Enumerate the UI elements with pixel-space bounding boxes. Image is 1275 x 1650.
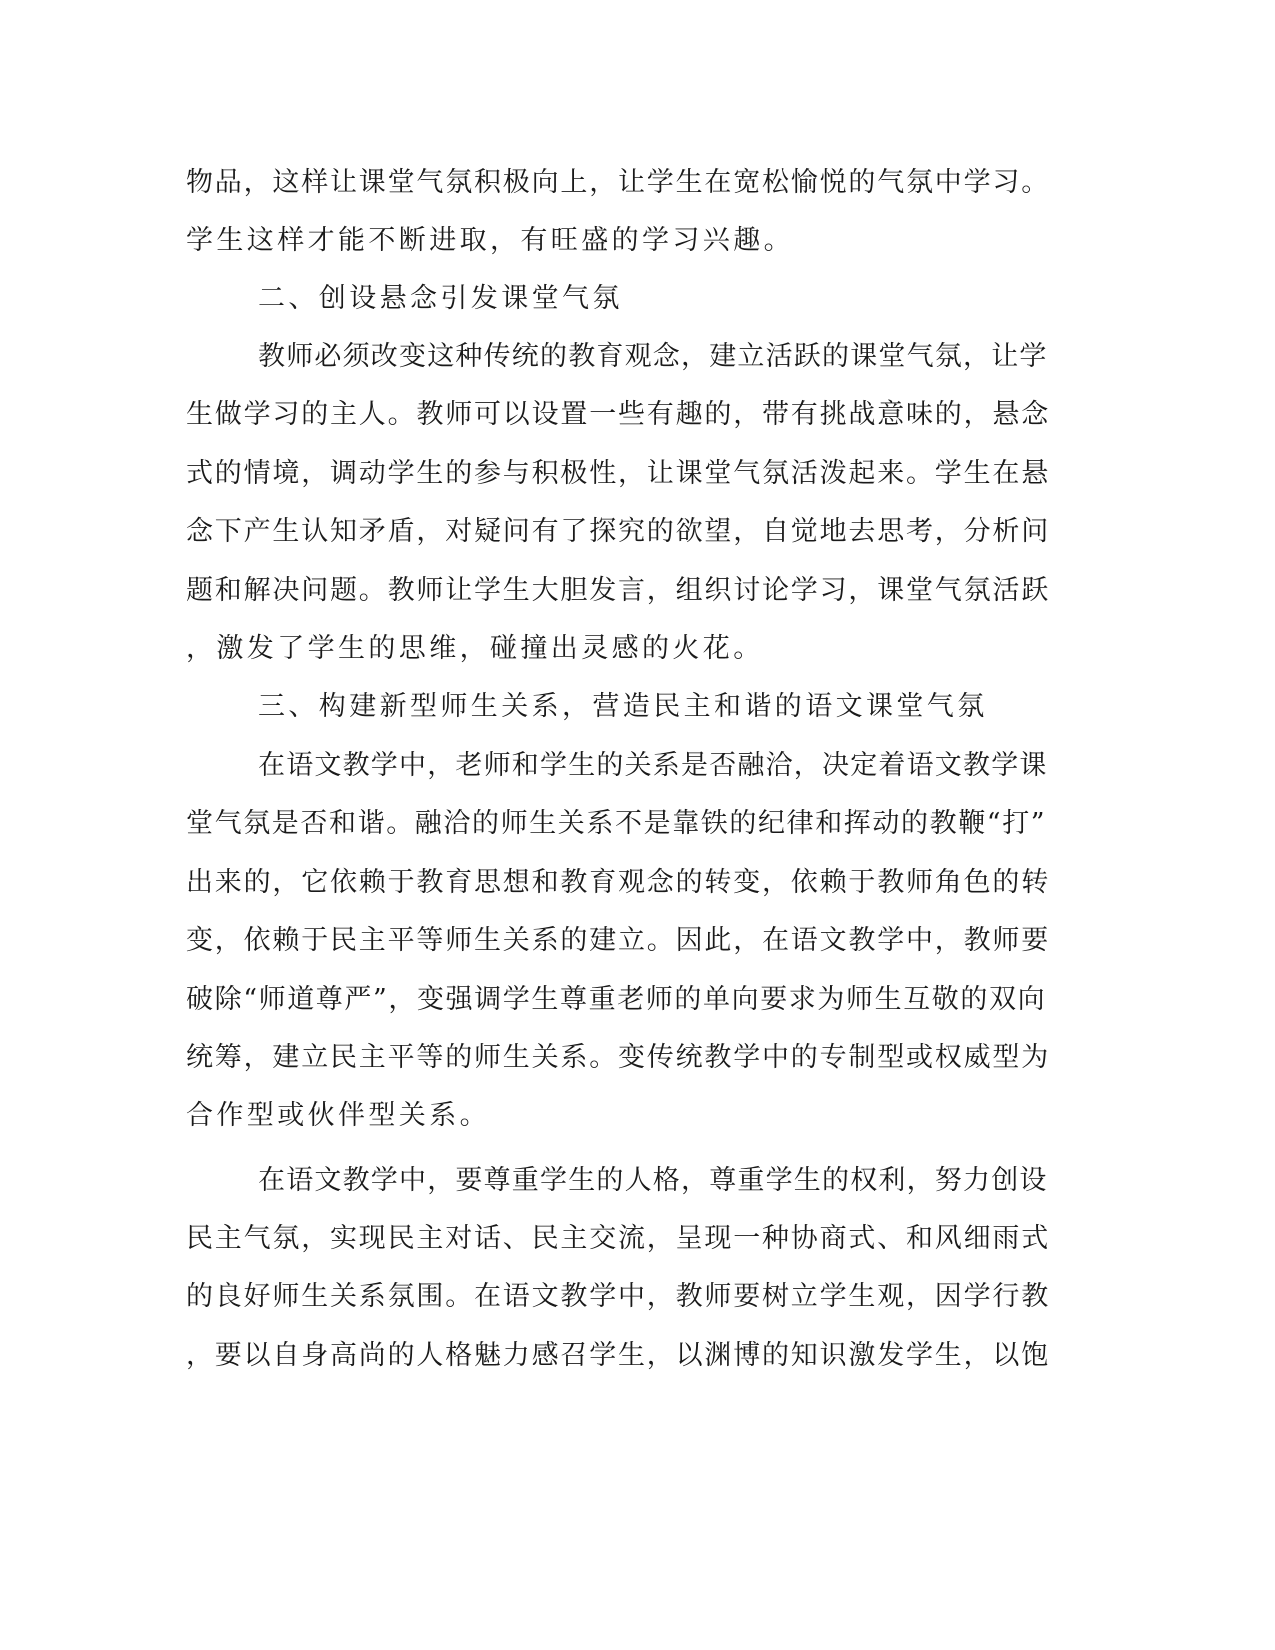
text-line: 式的情境，调动学生的参与积极性，让课堂气氛活泼起来。学生在悬 xyxy=(186,458,1050,489)
text-line: 堂气氛是否和谐。融洽的师生关系不是靠铁的纪律和挥动的教鞭“打” xyxy=(186,808,1047,839)
text-line: 出来的，它依赖于教育思想和教育观念的转变，依赖于教师角色的转 xyxy=(186,867,1050,898)
section-heading: 二、创设悬念引发课堂气氛 xyxy=(258,283,623,314)
text-line: 破除“师道尊严”，变强调学生尊重老师的单向要求为师生互敬的双向 xyxy=(186,984,1047,1015)
text-line: 在语文教学中，要尊重学生的人格，尊重学生的权利，努力创设 xyxy=(258,1165,1048,1196)
text-line: ，要以自身高尚的人格魅力感召学生，以渊博的知识激发学生，以饱 xyxy=(186,1340,1050,1371)
text-line: 民主气氛，实现民主对话、民主交流，呈现一种协商式、和风细雨式 xyxy=(186,1223,1050,1254)
section-heading: 三、构建新型师生关系，营造民主和谐的语文课堂气氛 xyxy=(258,691,988,722)
text-line: 合作型或伙伴型关系。 xyxy=(186,1100,490,1131)
text-line: 学生这样才能不断进取，有旺盛的学习兴趣。 xyxy=(186,225,794,256)
text-line: 在语文教学中，老师和学生的关系是否融洽，决定着语文教学课 xyxy=(258,750,1048,781)
text-line: 的良好师生关系氛围。在语文教学中，教师要树立学生观，因学行教 xyxy=(186,1281,1050,1312)
text-line: 统筹，建立民主平等的师生关系。变传统教学中的专制型或权威型为 xyxy=(186,1042,1050,1073)
text-line: 念下产生认知矛盾，对疑问有了探究的欲望，自觉地去思考，分析问 xyxy=(186,516,1050,547)
text-line: ，激发了学生的思维，碰撞出灵感的火花。 xyxy=(186,633,764,664)
text-line: 教师必须改变这种传统的教育观念，建立活跃的课堂气氛，让学 xyxy=(258,341,1048,372)
text-line: 物品，这样让课堂气氛积极向上，让学生在宽松愉悦的气氛中学习。 xyxy=(186,167,1050,198)
text-line: 题和解决问题。教师让学生大胆发言，组织讨论学习，课堂气氛活跃 xyxy=(186,575,1050,606)
text-line: 变，依赖于民主平等师生关系的建立。因此，在语文教学中，教师要 xyxy=(186,925,1050,956)
text-line: 生做学习的主人。教师可以设置一些有趣的，带有挑战意味的，悬念 xyxy=(186,399,1050,430)
